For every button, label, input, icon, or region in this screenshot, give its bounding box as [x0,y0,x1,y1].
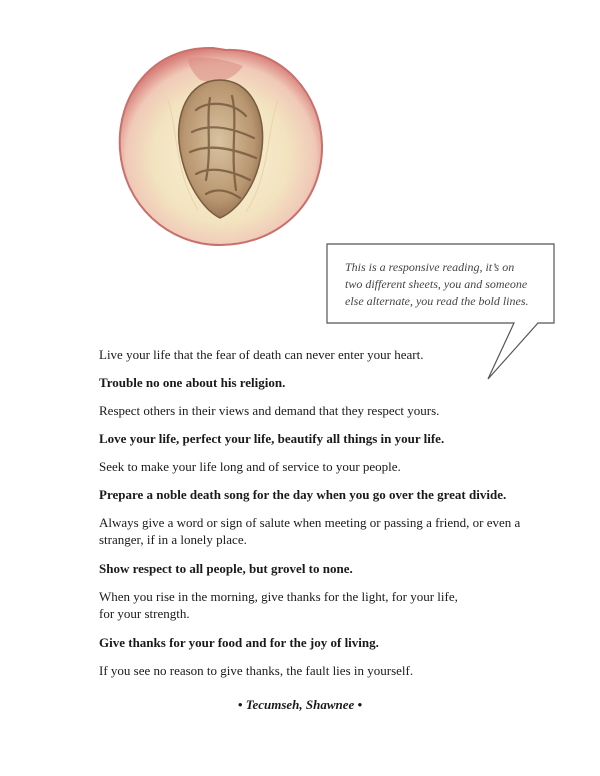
reading-line-bold: Prepare a noble death song for the day when you go over the great divide. [99,487,507,502]
reading-line-part: stranger, if in a lonely place. [99,532,247,547]
note-line: two different sheets, you and someone [345,277,528,291]
reading-line-part: Always give a word or sign of salute when meeting or passing a friend, or even a [99,515,521,530]
attribution: • Tecumseh, Shawnee • [237,697,363,712]
responsive-reading-note [345,259,545,310]
reading-line-part: for your strength. [99,606,190,621]
note-line: else alternate, you read the bold lines. [345,294,529,308]
reading-line-bold: Give thanks for your food and for the joy of living. [99,635,379,650]
peach-half-image [108,40,333,250]
reading-line-part: When you rise in the morning, give thanks for the light, for your life, [99,589,458,604]
note-line: This is a responsive reading, it’s on [345,260,515,274]
reading-line-bold: Trouble no one about his religion. [99,375,286,390]
responsive-reading [99,346,539,690]
peach-illustration [108,40,333,255]
reading-line-bold: Love your life, perfect your life, beautify all things in your life. [99,431,445,446]
reading-line [99,588,539,622]
reading-line [99,514,539,548]
reading-line: Seek to make your life long and of service to your people. [99,459,401,474]
reading-line: If you see no reason to give thanks, the fault lies in yourself. [99,663,414,678]
reading-line-bold: Show respect to all people, but grovel to none. [99,561,353,576]
reading-line: Live your life that the fear of death can never enter your heart. [99,347,424,362]
reading-line: Respect others in their views and demand that they respect yours. [99,403,440,418]
